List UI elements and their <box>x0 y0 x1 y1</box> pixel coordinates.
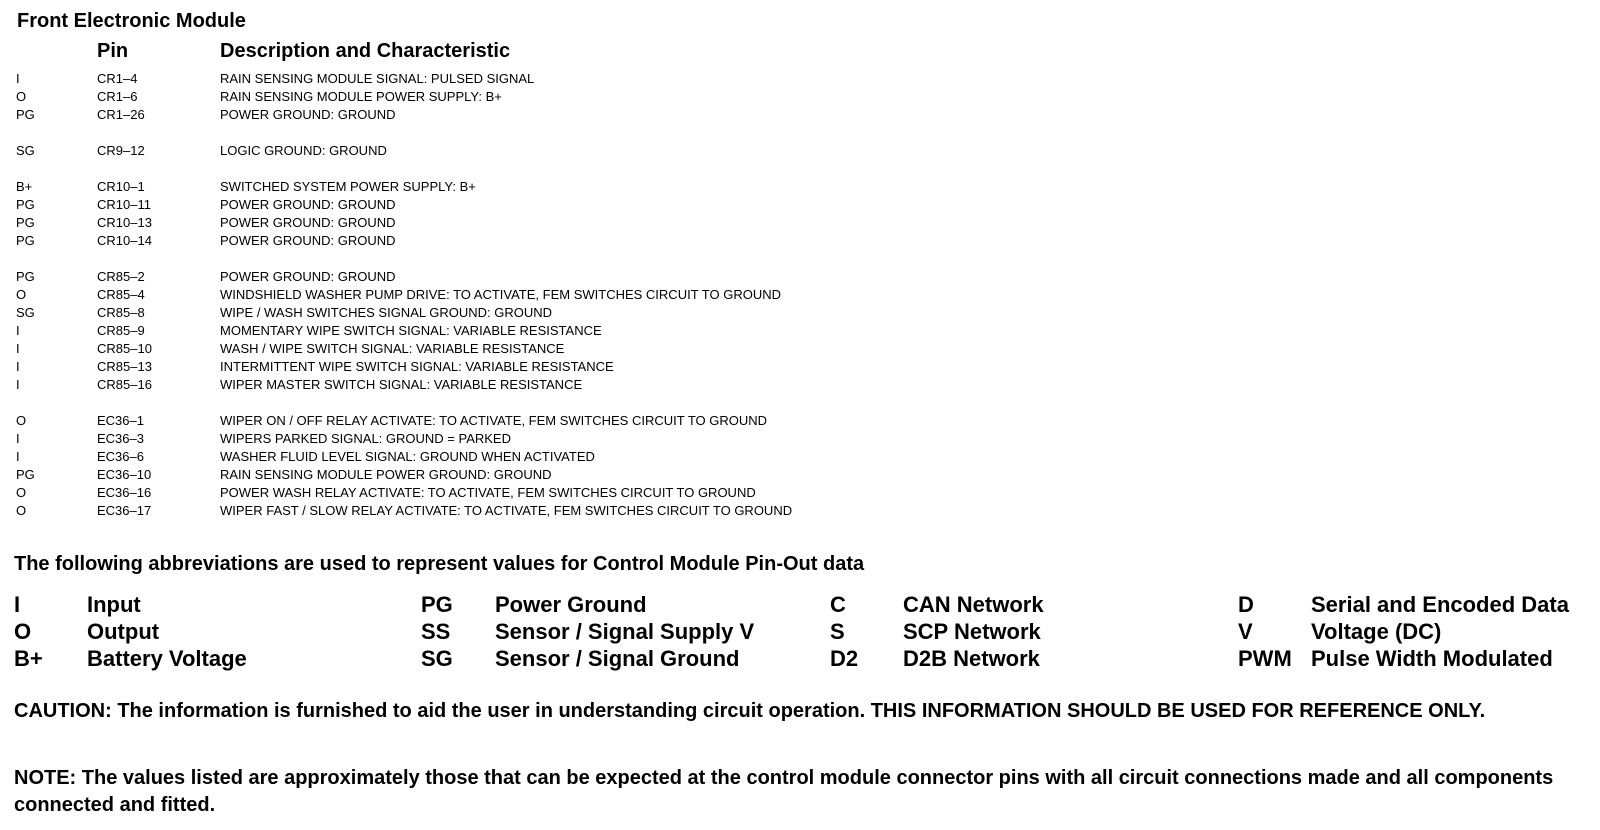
signal-type-cell: PG <box>16 233 35 248</box>
description-cell: INTERMITTENT WIPE SWITCH SIGNAL: VARIABLE RESISTANCE <box>220 359 614 374</box>
description-cell: WIPER FAST / SLOW RELAY ACTIVATE: TO ACTIVATE, FEM SWITCHES CIRCUIT TO GROUND <box>220 503 793 518</box>
pin-cell: EC36–3 <box>97 431 144 446</box>
description-cell: RAIN SENSING MODULE POWER GROUND: GROUND <box>220 467 552 482</box>
pin-cell: EC36–6 <box>97 449 144 464</box>
abbreviation-code: SG <box>421 646 453 671</box>
description-cell: POWER GROUND: GROUND <box>220 197 396 212</box>
description-cell: POWER GROUND: GROUND <box>220 107 396 122</box>
signal-type-cell: O <box>16 485 27 500</box>
abbreviation-meaning: Power Ground <box>495 592 647 617</box>
abbreviation-meaning: CAN Network <box>903 592 1044 617</box>
abbreviation-code: D2 <box>830 646 859 671</box>
pin-cell: CR1–6 <box>97 89 138 104</box>
pin-cell: EC36–1 <box>97 413 144 428</box>
signal-type-cell: I <box>16 71 20 86</box>
description-cell: POWER GROUND: GROUND <box>220 233 396 248</box>
note-text: NOTE: The values listed are approximately those that can be expected at the control module connector pins with all circuit connections made and all components connected and fitted. <box>14 767 1554 816</box>
signal-type-cell: I <box>16 377 20 392</box>
description-cell: WIPER MASTER SWITCH SIGNAL: VARIABLE RESISTANCE <box>220 377 583 392</box>
description-cell: RAIN SENSING MODULE POWER SUPPLY: B+ <box>220 89 502 104</box>
abbreviation-meaning: Pulse Width Modulated <box>1311 646 1553 671</box>
description-cell: WIPER ON / OFF RELAY ACTIVATE: TO ACTIVATE, FEM SWITCHES CIRCUIT TO GROUND <box>220 413 768 428</box>
signal-type-cell: O <box>16 89 27 104</box>
abbreviation-code: SS <box>421 619 451 644</box>
signal-type-cell: PG <box>16 107 35 122</box>
abbreviation-meaning: Voltage (DC) <box>1311 619 1442 644</box>
description-cell: WINDSHIELD WASHER PUMP DRIVE: TO ACTIVATE, FEM SWITCHES CIRCUIT TO GROUND <box>220 287 781 302</box>
abbreviation-meaning: Sensor / Signal Supply V <box>495 619 755 644</box>
abbreviation-code: O <box>14 619 32 644</box>
abbreviation-meaning: Serial and Encoded Data <box>1311 592 1569 617</box>
signal-type-cell: PG <box>16 269 35 284</box>
caution-text: CAUTION: The information is furnished to aid the user in understanding circuit operation. THIS INFORMATION SHOULD BE USED FOR REFERENCE ONLY. <box>14 700 1486 722</box>
abbreviation-code: PWM <box>1238 646 1292 671</box>
description-cell: POWER GROUND: GROUND <box>220 269 396 284</box>
description-cell: WIPERS PARKED SIGNAL: GROUND = PARKED <box>220 431 511 446</box>
pin-cell: CR85–9 <box>97 323 145 338</box>
description-column-header: Description and Characteristic <box>220 40 511 62</box>
pin-cell: CR1–4 <box>97 71 138 86</box>
signal-type-cell: O <box>16 503 27 518</box>
abbreviation-meaning: D2B Network <box>903 646 1040 671</box>
pin-cell: EC36–10 <box>97 467 152 482</box>
abbreviation-meaning: Input <box>87 592 141 617</box>
pin-cell: CR10–13 <box>97 215 152 230</box>
description-cell: POWER GROUND: GROUND <box>220 215 396 230</box>
signal-type-cell: I <box>16 449 20 464</box>
signal-type-cell: I <box>16 359 20 374</box>
pin-cell: CR85–2 <box>97 269 145 284</box>
pin-cell: CR85–10 <box>97 341 152 356</box>
abbreviation-code: C <box>830 592 846 617</box>
abbreviation-code: S <box>830 619 845 644</box>
abbreviations-heading: The following abbreviations are used to represent values for Control Module Pin-Out data <box>14 553 865 575</box>
module-title: Front Electronic Module <box>17 10 246 32</box>
description-cell: LOGIC GROUND: GROUND <box>220 143 387 158</box>
pin-cell: CR10–14 <box>97 233 152 248</box>
pin-cell: EC36–16 <box>97 485 152 500</box>
signal-type-cell: PG <box>16 467 35 482</box>
pin-cell: CR85–8 <box>97 305 145 320</box>
abbreviation-code: B+ <box>14 646 43 671</box>
abbreviation-code: I <box>14 592 21 617</box>
description-cell: MOMENTARY WIPE SWITCH SIGNAL: VARIABLE RESISTANCE <box>220 323 602 338</box>
signal-type-cell: PG <box>16 197 35 212</box>
signal-type-cell: B+ <box>16 179 33 194</box>
signal-type-cell: PG <box>16 215 35 230</box>
description-cell: SWITCHED SYSTEM POWER SUPPLY: B+ <box>220 179 476 194</box>
abbreviation-meaning: Battery Voltage <box>87 646 247 671</box>
abbreviation-meaning: Output <box>87 619 160 644</box>
pin-cell: CR10–1 <box>97 179 145 194</box>
pin-column-header: Pin <box>97 40 129 62</box>
pin-cell: CR1–26 <box>97 107 145 122</box>
abbreviation-code: D <box>1238 592 1254 617</box>
abbreviation-code: V <box>1238 619 1253 644</box>
signal-type-cell: O <box>16 413 27 428</box>
signal-type-cell: I <box>16 341 20 356</box>
pin-cell: CR10–11 <box>97 197 151 212</box>
description-cell: POWER WASH RELAY ACTIVATE: TO ACTIVATE, FEM SWITCHES CIRCUIT TO GROUND <box>220 485 756 500</box>
abbreviation-meaning: Sensor / Signal Ground <box>495 646 740 671</box>
signal-type-cell: I <box>16 323 20 338</box>
signal-type-cell: SG <box>16 305 35 320</box>
abbreviation-code: PG <box>421 592 453 617</box>
signal-type-cell: O <box>16 287 27 302</box>
description-cell: RAIN SENSING MODULE SIGNAL: PULSED SIGNAL <box>220 71 535 86</box>
abbreviation-meaning: SCP Network <box>903 619 1041 644</box>
pin-cell: CR9–12 <box>97 143 145 158</box>
pin-cell: EC36–17 <box>97 503 152 518</box>
signal-type-cell: SG <box>16 143 35 158</box>
description-cell: WASH / WIPE SWITCH SIGNAL: VARIABLE RESISTANCE <box>220 341 565 356</box>
pin-cell: CR85–4 <box>97 287 145 302</box>
pin-cell: CR85–16 <box>97 377 152 392</box>
signal-type-cell: I <box>16 431 20 446</box>
description-cell: WIPE / WASH SWITCHES SIGNAL GROUND: GROUND <box>220 305 553 320</box>
description-cell: WASHER FLUID LEVEL SIGNAL: GROUND WHEN ACTIVATED <box>220 449 595 464</box>
pin-cell: CR85–13 <box>97 359 152 374</box>
